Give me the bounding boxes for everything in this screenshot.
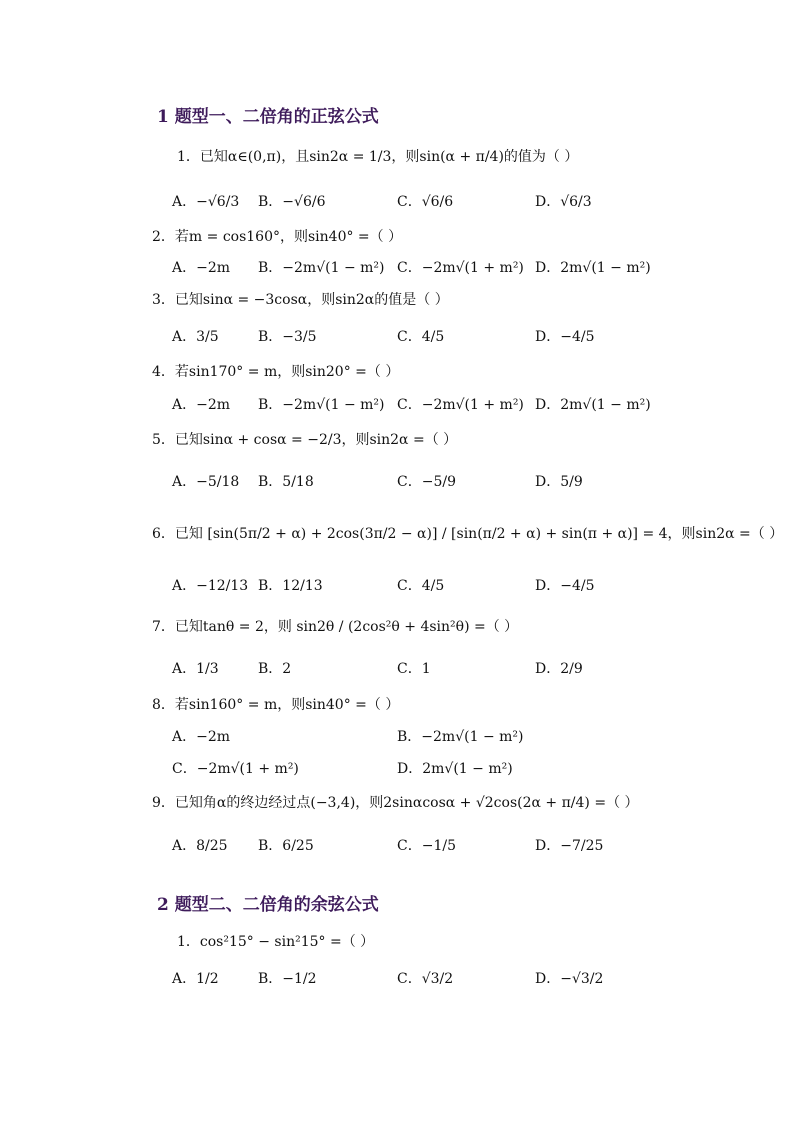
option-c: C．−5/9 (397, 474, 456, 490)
option-a: A．1/2 (172, 971, 219, 987)
question-text: 4．若sin170° = m，则sin20° =（ ） (152, 364, 400, 380)
option-b: B．−2m√(1 − m²) (258, 260, 385, 276)
option-d: D．−7/25 (535, 838, 604, 854)
option-b: B．5/18 (258, 474, 314, 490)
option-c: C．√6/6 (397, 194, 454, 210)
question-text: 3．已知sinα = −3cosα，则sin2α的值是（ ） (152, 292, 449, 308)
option-a: A．−12/13 (172, 578, 249, 594)
option-c: C．−2m√(1 + m²) (397, 260, 524, 276)
option-d: D．2m√(1 − m²) (397, 761, 513, 777)
option-b: B．12/13 (258, 578, 323, 594)
option-b: B．6/25 (258, 838, 314, 854)
question-text: 6．已知 [sin(5π/2 + α) + 2cos(3π/2 − α)] / [sin(π/2 + α) + sin(π + α)] = 4，则sin2α =（ ） (152, 526, 784, 542)
question-text: 1．cos²15° − sin²15° =（ ） (177, 934, 375, 950)
option-a: A．−√6/3 (172, 194, 240, 210)
option-a: A．−2m (172, 397, 231, 413)
option-a: A．1/3 (172, 661, 219, 677)
option-c: C．−2m√(1 + m²) (172, 761, 299, 777)
option-a: A．8/25 (172, 838, 228, 854)
option-d: D．−√3/2 (535, 971, 604, 987)
option-d: D．−4/5 (535, 578, 595, 594)
option-b: B．−1/2 (258, 971, 317, 987)
question-text: 9．已知角α的终边经过点(−3,4)，则2sinαcosα + √2cos(2α + π/4) =（ ） (152, 795, 639, 811)
option-d: D．2m√(1 − m²) (535, 260, 651, 276)
option-b: B．−2m√(1 − m²) (258, 397, 385, 413)
option-d: D．2/9 (535, 661, 583, 677)
option-b: B．−3/5 (258, 329, 317, 345)
option-a: A．−2m (172, 260, 231, 276)
option-b: B．2 (258, 661, 292, 677)
question-text: 8．若sin160° = m，则sin40° =（ ） (152, 697, 400, 713)
option-b: B．−2m√(1 − m²) (397, 729, 524, 745)
option-c: C．−1/5 (397, 838, 456, 854)
option-a: A．−5/18 (172, 474, 240, 490)
question-text: 5．已知sinα + cosα = −2/3，则sin2α =（ ） (152, 432, 458, 448)
option-c: C．4/5 (397, 578, 445, 594)
option-d: D．√6/3 (535, 194, 592, 210)
option-a: A．−2m (172, 729, 231, 745)
section-heading: 1 题型一、二倍角的正弦公式 (157, 107, 379, 127)
question-text: 2．若m = cos160°，则sin40° =（ ） (152, 229, 403, 245)
option-c: C．1 (397, 661, 431, 677)
option-c: C．√3/2 (397, 971, 454, 987)
section-heading: 2 题型二、二倍角的余弦公式 (157, 895, 379, 915)
option-d: D．2m√(1 − m²) (535, 397, 651, 413)
question-text: 7．已知tanθ = 2，则 sin2θ / (2cos²θ + 4sin²θ) =（ ） (152, 619, 519, 635)
option-d: D．5/9 (535, 474, 583, 490)
option-c: C．4/5 (397, 329, 445, 345)
option-c: C．−2m√(1 + m²) (397, 397, 524, 413)
option-b: B．−√6/6 (258, 194, 326, 210)
question-text: 1．已知α∈(0,π)，且sin2α = 1/3，则sin(α + π/4)的值为（ ） (177, 149, 579, 165)
option-a: A．3/5 (172, 329, 219, 345)
option-d: D．−4/5 (535, 329, 595, 345)
